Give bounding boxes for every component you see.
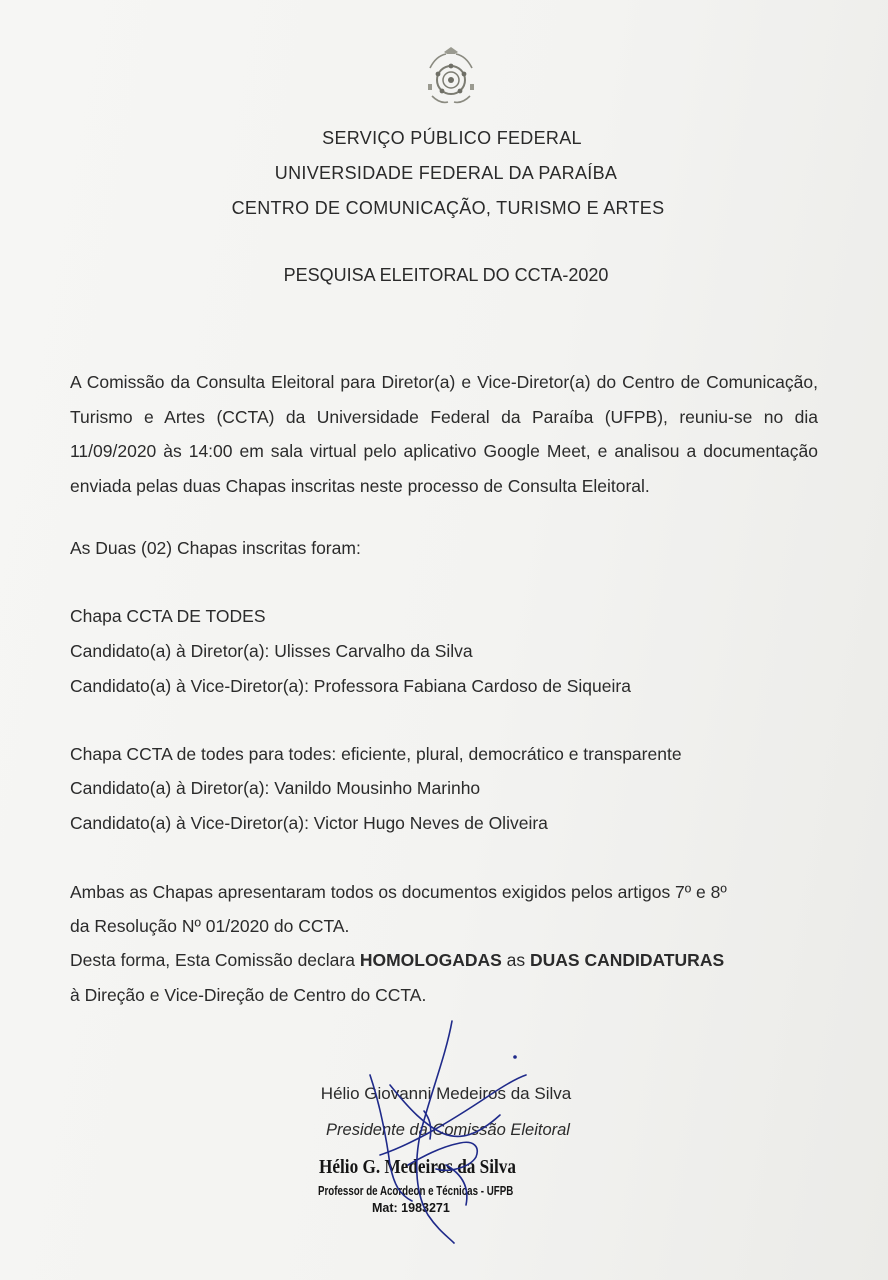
document-title: PESQUISA ELEITORAL DO CCTA-2020: [283, 265, 609, 285]
intro-paragraph: A Comissão da Consulta Eleitoral para Diretor(a) e Vice-Diretor(a) do Centro de Comunicação, Turismo e Artes (CCTA) da Universidade Federal da Paraíba (UFPB), reuniu-se no dia 11/09/2020 às 14:00 em sala virtual pelo aplicativo Google Meet, e analisou a documentação enviada pelas duas Chapas inscritas neste processo de Consulta Eleitoral.: [70, 372, 818, 496]
signatory-name: Hélio Giovanni Medeiros da Silva: [320, 1084, 572, 1103]
header-line-3: CENTRO DE COMUNICAÇÃO, TURISMO E ARTES: [231, 198, 665, 218]
signatory-role: Presidente da Comissão Eleitoral: [326, 1121, 570, 1139]
chapa-1-name: Chapa CCTA DE TODES: [70, 606, 266, 626]
declaration-line-1: [70, 950, 724, 971]
coat-of-arms-icon: [418, 44, 484, 110]
chapa-2-name: Chapa CCTA de todes para todes: eficiente, plural, democrático e transparente: [70, 744, 682, 764]
chapa-2-vice-director: Candidato(a) à Vice-Diretor(a): Victor Hugo Neves de Oliveira: [70, 813, 548, 833]
conclusion-line-2: da Resolução Nº 01/2020 do CCTA.: [70, 916, 350, 936]
chapa-1-vice-director: Candidato(a) à Vice-Diretor(a): Professora Fabiana Cardoso de Siqueira: [70, 676, 631, 696]
declaration-text-pre: Desta forma, Esta Comissão declara: [70, 950, 360, 970]
declaration-line-2: à Direção e Vice-Direção de Centro do CCTA.: [70, 985, 427, 1005]
header-line-1: SERVIÇO PÚBLICO FEDERAL: [322, 128, 582, 148]
stamp-registration: Mat: 1983271: [372, 1201, 450, 1215]
header-line-2: UNIVERSIDADE FEDERAL DA PARAÍBA: [274, 163, 618, 183]
declaration-duas-candidaturas: DUAS CANDIDATURAS: [530, 950, 725, 970]
declaration-homologadas: HOMOLOGADAS: [359, 950, 502, 970]
handwritten-signature: [350, 1015, 540, 1245]
chapas-intro: As Duas (02) Chapas inscritas foram:: [70, 538, 361, 558]
chapa-2-director: Candidato(a) à Diretor(a): Vanildo Mousinho Marinho: [70, 778, 481, 798]
chapa-1-director: Candidato(a) à Diretor(a): Ulisses Carvalho da Silva: [70, 641, 473, 661]
conclusion-line-1: Ambas as Chapas apresentaram todos os documentos exigidos pelos artigos 7º e 8º: [70, 882, 727, 902]
declaration-text-mid: as: [501, 950, 531, 970]
stamp-name: Hélio G. Medeiros da Silva: [319, 1156, 517, 1178]
stamp-title: Professor de Acordeon e Técnicas - UFPB: [318, 1184, 514, 1198]
